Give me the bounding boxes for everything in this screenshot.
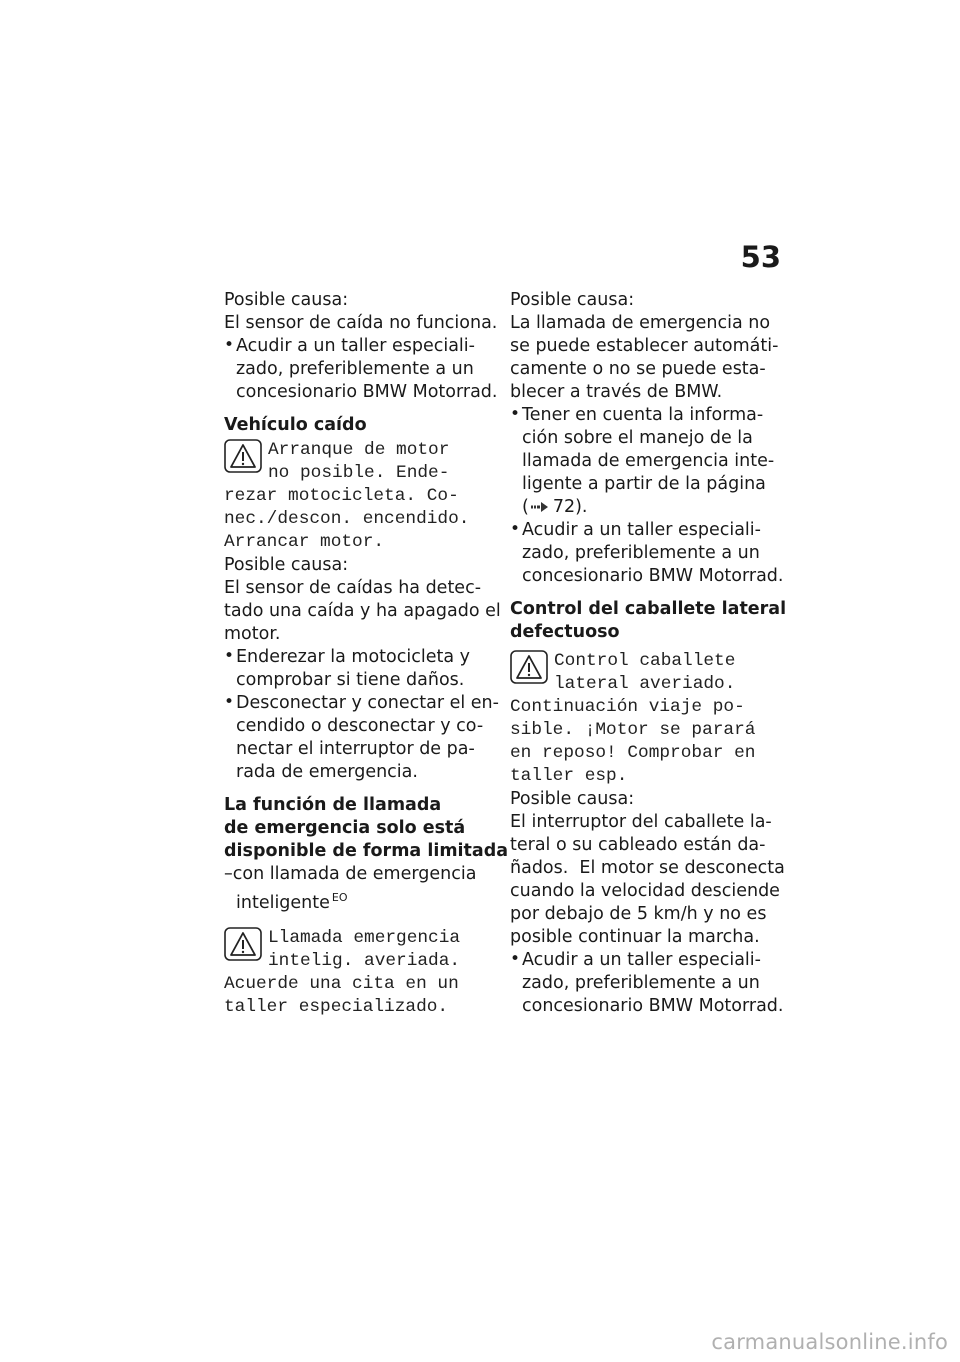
bullet-list [510,949,782,1018]
dash-item: –con llamada de emergencia [224,864,477,884]
section-heading: La función de llamada [224,795,442,815]
section-heading: de emergencia solo está [224,818,466,838]
watermark: carmanualsonline.info [711,1330,948,1354]
warning-triangle-icon [224,927,262,961]
list-item: • Acudir a un taller especiali- zado, preferiblemente a un concesionario BMW Motorrad. [510,949,784,1016]
arrow-right-icon [531,501,549,513]
cause-text: teral o su cableado están da- [510,835,766,855]
bullet-icon: • [224,692,235,712]
page-reference[interactable]: ( 72). [522,497,588,517]
cause-text: motor. [224,624,281,644]
equipment-superscript: EO [331,891,348,904]
cause-text: posible continuar la marcha. [510,927,760,947]
cause-text: El sensor de caída no funciona. [224,313,498,333]
warning-triangle-icon [510,650,548,684]
section-heading: defectuoso [510,622,620,642]
warning-message: Llamada emergencia intelig. averiada. Acuerde una cita en un taller especializado. [224,928,461,1017]
cause-text: tado una caída y ha apagado el [224,601,501,621]
cause-text: camente o no se puede esta- [510,359,766,379]
cause-label: Posible causa: [510,789,635,809]
list-item: • Tener en cuenta la informa- ción sobre el manejo de la llamada de emergencia inte- ligente a partir de la página ( 72). [510,404,782,519]
warning-triangle-icon [224,439,262,473]
cause-label: Posible causa: [224,555,349,575]
list-item: • Desconectar y conectar el en- cendido o desconectar y co- nectar el interruptor de pa- rada de emergencia. [224,692,499,782]
bullet-list [510,404,782,588]
section-heading: disponible de forma limitada [224,841,509,861]
cause-text: El sensor de caídas ha detec- [224,578,482,598]
cause-text: por debajo de 5 km/h y no es [510,904,767,924]
cause-text: ñados. El motor se desconecta [510,858,785,878]
page-number: 53 [740,240,781,274]
cause-text: El interruptor del caballete la- [510,812,772,832]
bullet-icon: • [224,646,235,666]
list-item: • Acudir a un taller especiali- zado, preferiblemente a un concesionario BMW Motorrad. [510,519,784,586]
right-column [510,289,787,1018]
dash-item-continued: inteligente $^{EO}$ [236,891,348,913]
list-item: • Acudir a un taller especiali- zado, preferiblemente a un concesionario BMW Motorrad. [224,335,498,402]
cause-label: Posible causa: [510,290,635,310]
bullet-icon: • [510,519,521,539]
section-heading: Control del caballete lateral [510,599,787,619]
cause-text: se puede establecer automáti- [510,336,779,356]
bullet-icon: • [510,949,521,969]
bullet-icon: • [510,404,521,424]
cause-text: cuando la velocidad desciende [510,881,780,901]
section-heading: Vehículo caído [224,415,367,435]
bullet-list [224,646,499,784]
bullet-icon: • [224,335,235,355]
cause-text: blecer a través de BMW. [510,382,723,402]
left-column [224,289,509,1019]
cause-label: Posible causa: [224,290,349,310]
warning-message: Arranque de motor no posible. Ende- rezar motocicleta. Co- nec./descon. encendido. Arrancar motor. [224,440,470,552]
cause-text: La llamada de emergencia no [510,313,771,333]
warning-message: Control caballete lateral averiado. Continuación viaje po- sible. ¡Motor se parará en reposo! Comprobar en taller esp. [510,651,756,786]
bullet-list [224,335,498,404]
list-item: • Enderezar la motocicleta y comprobar si tiene daños. [224,646,470,690]
